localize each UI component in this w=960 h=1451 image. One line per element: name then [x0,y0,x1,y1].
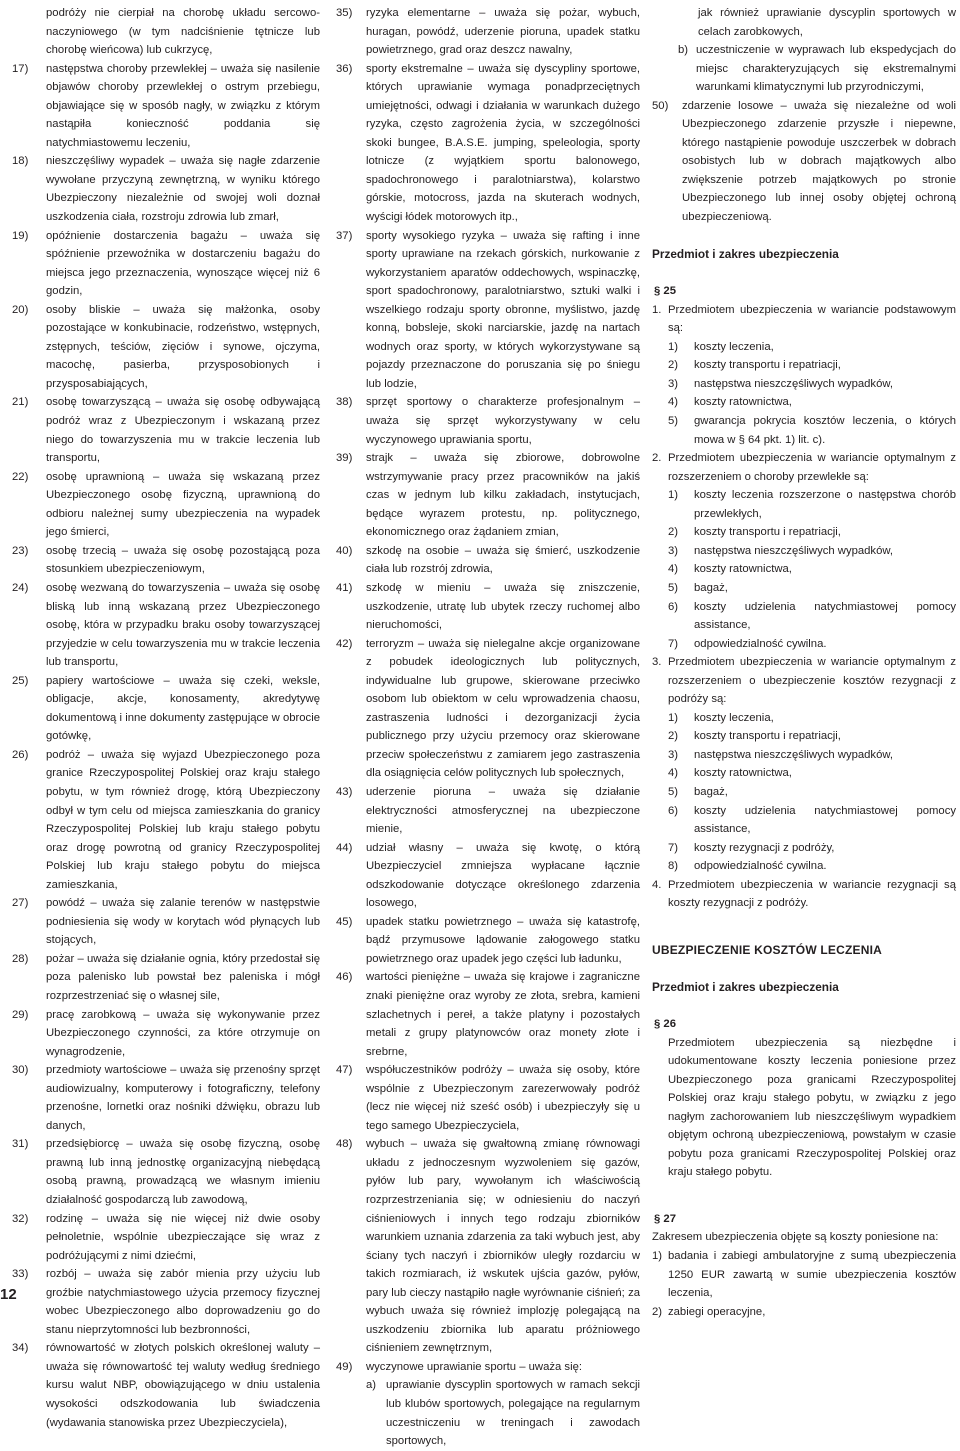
item-number: 2) [652,1305,663,1318]
item-number: 36) [336,62,353,75]
list-item [652,393,956,412]
definition-item [336,4,640,60]
point-number: 3. [652,656,662,669]
item-text: przedmioty wartościowe – uważa się przenośny sprzęt audiowizualny, komputerowy i fotograficzny, telefony przenośne, lornetki oraz nośniki dźwięku, obrazu lub danych, [46,1064,320,1132]
list-item [652,486,956,523]
item-text: osobę trzecią – uważa się osobę pozostającą poza stosunkiem ubezpieczeniowym, [46,544,320,576]
item-number: 25) [12,674,29,687]
item-text: bagaż, [694,785,728,798]
page-number: 12 [0,1286,17,1303]
item-number: 1) [668,711,679,724]
definition-item [12,1339,320,1432]
section-heading: Przedmiot i zakres ubezpieczenia [652,247,839,262]
item-number: 5) [668,581,679,594]
list-item [652,542,956,561]
definition-item [12,746,320,894]
list-item [652,635,956,654]
definition-item [336,449,640,542]
item-text: sporty wysokiego ryzyka – uważa się rafting i inne sporty uprawiane na rzekach górskich, nurkowanie z wykorzystaniem aparatów oddechowych, wspinaczkę, sport spadochronowy, paralotniarstwo, sztuki walki i wszelkiego rodzaju sporty obronne, myślistwo, jazdę konną, bobsleje, skoki narciarskie, jazdę na nartach wodnych oraz sporty, w których wykorzystywane są pojazdy przeznaczone do poruszania się po śniegu lub lodzie, [366,229,640,390]
item-text: upadek statku powietrznego – uważa się katastrofę, bądź przymusowe lądowanie załogowego statku powietrznego oraz upadek jego części lub ładunku, [366,915,640,965]
item-number: 21) [12,396,29,409]
item-number: 49) [336,1360,353,1373]
definition-subitem [652,41,956,97]
item-number: 6) [668,804,679,817]
definition-subitem [336,1376,640,1450]
item-number: 31) [12,1138,29,1151]
item-number: 23) [12,544,29,557]
item-text: koszty transportu i repatriacji, [694,526,841,539]
subitem-continuation: jak również uprawianie dyscyplin sportowych w celach zarobkowych, [698,7,956,38]
item-text: koszty ratownictwa, [694,396,792,409]
item-text: osobę uprawnioną – uważa się wskazaną przez Ubezpieczonego osobę fizyczną, uprawnioną do odbioru należnej sumy ubezpieczenia na wypadek jego śmierci, [46,470,320,539]
item-number: 8) [668,860,679,873]
definition-item [652,97,956,227]
definition-item [12,227,320,301]
paragraph-text: Zakresem ubezpieczenia objęte są koszty poniesione na: [652,1231,939,1244]
definition-lead: podróży nie cierpiał na chorobę układu sercowo-naczyniowego (w tym nadciśnienie tętnicze lub chorobę wieńcowa) lub cukrzycę, [46,7,320,57]
definition-item [12,60,320,153]
item-number: 45) [336,915,353,928]
point-list [652,1247,956,1321]
definition-item [12,1135,320,1209]
item-text: bagaż, [694,581,728,594]
item-number: 19) [12,229,29,242]
item-text: terroryzm – uważa się nielegalne akcje organizowane z pobudek ideologicznych lub politycznych, indywidualne lub grupowe, skierowane przeciwko osobom lub obiektom w celu wprowadzenia chaosu, zastraszenia ludności i dezorganizacji życia publicznego przy użyciu przemocy oraz skierowane przeciw społeczeństwu z zamiarem jego zastraszenia dla osiągnięcia celów politycznych lub społecznych, [366,637,640,780]
item-number: 29) [12,1008,29,1021]
definition-item [12,672,320,746]
paragraph-number: § 25 [654,285,676,298]
item-text: badania i zabiegi ambulatoryjne z sumą ubezpieczenia 1250 EUR zawartą w sumie ubezpieczenia kosztów leczenia, [668,1250,956,1300]
item-number: 47) [336,1064,353,1077]
item-text: opóźnienie dostarczenia bagażu – uważa się spóźnienie przewoźnika w dostarczeniu bagażu do miejsca jego przeznaczenia, wynoszące więcej niż 6 godzin, [46,229,320,298]
item-number: 7) [668,841,679,854]
item-number: 30) [12,1064,29,1077]
point-number: 1. [652,303,662,316]
item-number: 35) [336,7,353,19]
item-text: sprzęt sportowy o charakterze profesjonalnym – uważa się sprzęt wykorzystywany w celu wyczynowego uprawiania sportu, [366,396,640,446]
item-number: 34) [12,1342,29,1355]
definition-item [12,1265,320,1339]
point-list [652,338,956,449]
item-text: następstwa choroby przewlekłej – uważa się nasilenie objawów choroby przewlekłej o ostrym przebiegu, objawiające się w sposób nagły, w związku z którym nastąpiła konieczność poddania się natychmiastowemu leczeniu, [46,62,320,149]
item-text: nieszczęśliwy wypadek – uważa się nagłe zdarzenie wywołane przyczyną zewnętrzną, w wyniku którego Ubezpieczony niezależnie od swojej woli doznał uszkodzenia ciała, rozstroju zdrowia lub zmarł, [46,155,320,224]
definition-item [12,1006,320,1062]
item-text: następstwa nieszczęśliwych wypadków, [694,748,894,761]
list-item [652,579,956,598]
definition-item [336,542,640,579]
item-text: pożar – uważa się działanie ognia, który przedostał się poza palenisko lub powstał bez paleniska i mógł rozprzestrzeniać się o własnej sile, [46,952,320,1002]
point-list [652,709,956,876]
item-number: 41) [336,581,353,594]
item-text: rozbój – uważa się zabór mienia przy użyciu lub groźbie natychmiastowego użycia przemocy fizycznej wobec Ubezpieczonego albo doprowadzeniu go do stanu nieprzytomności lub bezbronności, [46,1268,320,1336]
list-item [652,746,956,765]
item-number: 50) [652,99,669,112]
list-item [652,783,956,802]
subitem-text: uprawianie dyscyplin sportowych w ramach sekcji lub klubów sportowych, polegające na regularnym uczestniczeniu w treningach i zawodach sportowych, [386,1379,640,1448]
definition-item [12,152,320,226]
list-item [652,839,956,858]
point-text: Przedmiotem ubezpieczenia w wariancie optymalnym z rozszerzeniem o choroby przewlekłe są: [668,452,956,483]
list-item [652,560,956,579]
item-number: 1) [668,340,679,353]
item-text: koszty transportu i repatriacji, [694,730,841,743]
item-number: 43) [336,785,353,798]
item-text: wybuch – uważa się gwałtowną zmianę równowagi układu z jednoczesnym wyzwoleniem się gazów, pyłów lub pary, wywołanym ich właściwością rozprzestrzeniania się; w odniesieniu do naczyń ciśnieniowych i innych tego rodzaju zbiorników warunkiem uznania zdarzenia za taki wybuch jest, aby ściany tych naczyń i zbiorników uległy rozdarciu w takich rozmiarach, iż wskutek ujścia gazów, pyłów, pary lub cieczy nastąpiło nagłe wyrównanie ciśnień; za wybuch uważa się również implozję polegającą na uszkodzeniu zbiornika lub aparatu próżniowego ciśnieniem zewnętrznym, [366,1138,640,1355]
list-item [652,802,956,839]
definition-item [336,1135,640,1358]
point-text: Przedmiotem ubezpieczenia w wariancie rezygnacji są koszty rezygnacji z podróży. [668,878,956,910]
item-number: 1) [652,1250,663,1262]
item-number: 5) [668,415,679,428]
definition-item [12,579,320,672]
point-text: Przedmiotem ubezpieczenia w wariancie podstawowym są: [668,303,956,335]
definition-item [336,227,640,394]
item-number: 4) [668,396,679,409]
item-number: 33) [12,1268,29,1281]
point-list [652,486,956,653]
item-text: ryzyka elementarne – uważa się pożar, wybuch, huragan, powódź, uderzenie pioruna, upadek statku powietrznego, grad oraz deszcz nawalny, [366,7,640,57]
definition-item [12,468,320,542]
definition-item [336,60,640,227]
item-text: pracę zarobkową – uważa się wykonywanie przez Ubezpieczonego czynności, za które otrzymuje on wynagrodzenie, [46,1008,320,1058]
item-number: 38) [336,396,353,409]
item-number: 40) [336,544,353,557]
item-number: 37) [336,229,353,242]
item-number: 39) [336,452,353,465]
item-text: strajk – uważa się zbiorowe, dobrowolne wstrzymywanie pracy przez pracowników na jakiś czas w jednym lub kilku zakładach, instytucjach, będące wyrazem protestu, np. politycznego, ekonomicznego oraz żądaniem zmian, [366,452,640,539]
column-left [12,4,320,1432]
list-item [652,375,956,394]
list-item [652,356,956,375]
item-text: następstwa nieszczęśliwych wypadków, [694,377,894,390]
item-number: 32) [12,1212,29,1225]
list-item [652,857,956,876]
list-item [652,764,956,783]
column-middle [336,4,640,1451]
definition-item [12,1061,320,1135]
item-text: koszty leczenia rozszerzone o następstwa chorób przewlekłych, [694,489,956,520]
item-text: koszty ratownictwa, [694,563,792,576]
subitem-text: uczestniczenie w wyprawach lub ekspedycjach do miejsc charakteryzujących się ekstremalnymi warunkami klimatycznymi lub przyrodniczymi, [696,44,956,94]
item-number: 46) [336,971,353,984]
item-number: 18) [12,155,29,168]
item-text: koszty udzielenia natychmiastowej pomocy assistance, [694,600,956,632]
item-number: 48) [336,1138,353,1151]
definition-item [12,894,320,950]
item-number: 27) [12,897,29,910]
list-item [652,709,956,728]
item-number: 42) [336,637,353,650]
item-number: 4) [668,767,679,780]
item-text: osoby bliskie – uważa się małżonka, osoby pozostające w konkubinacie, rodzeństwo, wstępnych, zstępnych, teściów, zięciów i synowe, ojczyma, macochę, pasierba, przysposobionych i przysposabiających, [46,303,320,390]
definition-item [336,579,640,635]
item-text: rodzinę – uważa się nie więcej niż dwie osoby pełnoletnie, wspólnie ubezpieczające się wraz z podróżującymi z nimi dziećmi, [46,1212,320,1262]
paragraph-text: Przedmiotem ubezpieczenia są niezbędne i udokumentowane koszty leczenia poniesione przez Ubezpieczonego poza granicami Rzeczypospolitej Polskiej oraz kraju stałego pobytu, w związku z jego nagłym zachorowaniem lub nieszczęśliwym wypadkiem objętym ochroną ubezpieczeniową, powstałym w czasie pobytu poza granicami Rzeczypospolitej Polskiej oraz kraju stałego pobytu. [668,1036,956,1179]
definition-item [12,950,320,1006]
definition-item [336,968,640,1061]
item-number: 3) [668,544,679,557]
item-text: szkodę na osobie – uważa się śmierć, uszkodzenie ciała lub rozstrój zdrowia, [366,544,640,576]
item-number: 28) [12,952,29,965]
item-number: 44) [336,841,353,854]
item-number: 24) [12,581,29,594]
item-text: papiery wartościowe – uważa się czeki, weksle, obligacje, akcje, konosamenty, akredytywę dokumentową i inne dokumenty zastępujące w obrocie gotówkę, [46,674,320,743]
list-item [652,598,956,635]
item-number: 20) [12,303,29,316]
subitem-label: a) [366,1379,377,1392]
item-text: koszty rezygnacji z podróży, [694,841,835,854]
column-right [652,4,956,1321]
item-text: równowartość w złotych polskich określonej waluty – uważa się równowartość tej waluty według średniego kursu walut NBP, obowiązującego w dniu ustalenia wysokości odszkodowania lub świadczenia (wydawania stanowiska przez Ubezpieczyciela), [46,1342,320,1429]
definition-item [336,1358,640,1377]
item-text: koszty leczenia, [694,340,774,353]
list-item [652,523,956,542]
item-text: zdarzenie losowe – uważa się niezależne od woli Ubezpieczonego zdarzenie przyszłe i niepewne, którego nastąpienie powoduje uszczerbek w dobrach osobistych lub w dobrach majątkowych albo zwiększenie potrzeb majątkowych po stronie Ubezpieczonego lub innej osoby objętej ochroną ubezpieczeniową. [682,99,956,224]
item-number: 3) [668,748,679,761]
item-text: koszty ratownictwa, [694,767,792,780]
item-number: 2) [668,359,679,372]
item-number: 5) [668,785,679,798]
point-number: 2. [652,452,662,465]
item-number: 26) [12,748,29,761]
item-text: wyczynowe uprawianie sportu – uważa się: [366,1360,583,1373]
point-text: Przedmiotem ubezpieczenia w wariancie optymalnym z rozszerzeniem o ubezpieczenie kosztów rezygnacji z podróży są: [668,656,956,706]
item-text: odpowiedzialność cywilna. [694,860,827,873]
definition-item [336,783,640,839]
item-text: osobę wezwaną do towarzyszenia – uważa się osobę bliską lub inną wskazaną przez Ubezpieczonego osobę, która w przypadku braku osoby towarzyszącej przyjedzie w celu towarzyszenia mu w trakcie leczenia lub transportu, [46,581,320,669]
item-text: gwarancja pokrycia kosztów leczenia, o których mowa w § 64 pkt. 1) lit. c). [694,415,956,446]
definition-item [336,839,640,913]
definition-item [336,635,640,783]
item-number: 2) [668,526,679,539]
item-text: powódź – uważa się zalanie terenów w następstwie podniesienia się wody w korytach wód płynących lub stojących, [46,897,320,947]
item-text: koszty transportu i repatriacji, [694,359,841,372]
paragraph-point [652,653,956,709]
definition-item [12,542,320,579]
definition-item [12,1210,320,1266]
point-number: 4. [652,878,662,891]
definition-item [336,393,640,449]
definitions-list [12,60,320,1432]
paragraph-number: § 26 [654,1017,676,1030]
item-text: koszty udzielenia natychmiastowej pomocy assistance, [694,804,956,836]
paragraph-point [652,876,956,913]
item-number: 1) [668,489,679,502]
item-number: 22) [12,470,29,483]
definition-item [12,393,320,467]
item-number: 6) [668,600,679,613]
item-text: szkodę w mieniu – uważa się zniszczenie, uszkodzenie, utratę lub ubytek rzeczy ruchomej albo nieruchomości, [366,581,640,632]
list-item [652,338,956,357]
item-number: 2) [668,730,679,743]
item-number: 3) [668,377,679,390]
definition-item [336,1061,640,1135]
definition-item [12,301,320,394]
list-item [652,412,956,449]
item-text: podróż – uważa się wyjazd Ubezpieczonego poza granice Rzeczypospolitej Polskiej oraz kraju stałego pobytu, w tym również drogę, którą Ubezpieczony odbył w tym celu od miejsca zamieszkania do granicy Rzeczypospolitej Polskiej lub kraju stałego pobytu oraz drogę powrotną od granicy Rzeczypospolitej Polskiej lub kraju stałego pobytu do miejsca zamieszkania, [46,748,320,891]
item-number: 7) [668,637,679,650]
item-text: sporty ekstremalne – uważa się dyscypliny sportowe, których uprawianie wymaga ponadprzeciętnych umiejętności, odwagi i działania w warunkach dużego ryzyka, często zagrożenia życia, w szczególności skoki bungee, B.A.S.E. jumping, speleologia, sporty lotnicze (z wyjątkiem sportu balonowego, spadochronowego i paralotniarstwa), kolarstwo górskie, motocross, jazda na skuterach wodnych, wyścigi łódek motorowych itp., [366,62,640,224]
paragraph-point [652,301,956,338]
item-text: przedsiębiorcę – uważa się osobę fizyczną, osobę prawną lub inną jednostkę organizacyjną niebędącą osobą prawną, prowadzącą we własnym imieniu działalność gospodarczą lub zawodową, [46,1138,320,1206]
item-text: osobę towarzyszącą – uważa się osobę odbywającą podróż wraz z Ubezpieczonym i wskazaną przez niego do towarzyszenia mu w trakcie leczenia lub transportu, [46,396,320,465]
item-text: zabiegi operacyjne, [668,1305,766,1318]
subitem-label: b) [678,44,689,57]
list-item [652,1303,956,1322]
item-text: wartości pieniężne – uważa się krajowe i zagraniczne znaki pieniężne oraz wyroby ze złota, srebra, kamieni szlachetnych i pereł, a także platyny i pozostałych metali z grupy platynowców oraz monety złote i srebrne, [366,971,640,1058]
item-text: odpowiedzialność cywilna. [694,637,827,650]
list-item [652,727,956,746]
list-item [652,1247,956,1303]
definition-item [336,913,640,969]
section-heading: Przedmiot i zakres ubezpieczenia [652,979,839,994]
item-text: udział własny – uważa się kwotę, o którą Ubezpieczyciel zmniejsza wypłacane łącznie odszkodowanie dotyczące określonego zdarzenia losowego, [366,841,640,910]
definitions-list [336,4,640,1376]
chapter-title: UBEZPIECZENIE KOSZTÓW LECZENIA [652,942,883,957]
item-text: uderzenie pioruna – uważa się działanie elektryczności atmosferycznej na ubezpieczone mienie, [366,785,640,836]
item-text: następstwa nieszczęśliwych wypadków, [694,544,894,557]
item-text: współuczestników podróży – uważa się osoby, które wspólnie z Ubezpieczonym zarezerwowały podróż (lecz nie więcej niż sześć osób) i ubezpieczyły się u tego samego Ubezpieczyciela, [366,1064,640,1132]
paragraph-number: § 27 [654,1212,676,1225]
paragraph-point [652,449,956,486]
item-text: koszty leczenia, [694,711,774,724]
item-number: 4) [668,563,679,576]
item-number: 17) [12,62,29,75]
